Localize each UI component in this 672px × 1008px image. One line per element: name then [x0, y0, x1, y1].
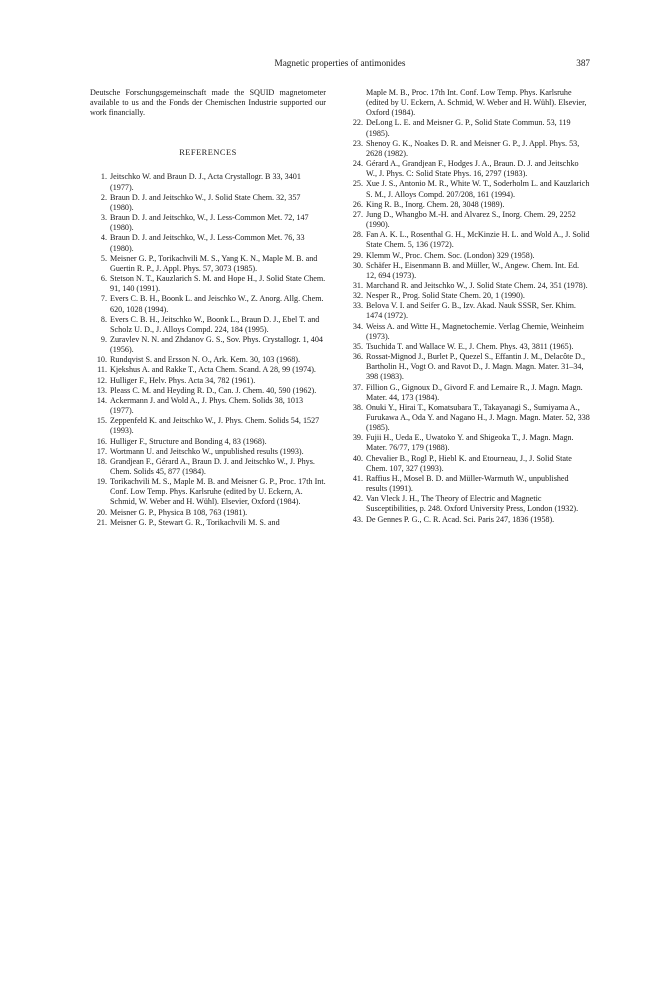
reference-number: 1.	[100, 172, 107, 182]
running-title: Magnetic properties of antimonides	[274, 58, 406, 68]
reference-item	[90, 355, 326, 365]
reference-item	[90, 213, 326, 233]
reference-number: 17.	[96, 446, 107, 456]
reference-text: Meisner G. P., Stewart G. R., Torikachvili M. S. and	[110, 517, 280, 527]
reference-number: 37.	[352, 382, 363, 392]
reference-text: Zuravlev N. N. and Zhdanov G. S., Sov. Phys. Crystallogr. 1, 404 (1956).	[110, 334, 323, 355]
reference-number: 35.	[352, 341, 363, 351]
reference-item	[90, 254, 326, 274]
reference-text: Meisner G. P., Physica B 108, 763 (1981).	[110, 507, 248, 517]
reference-item	[90, 315, 326, 335]
left-column	[90, 88, 326, 528]
reference-item	[346, 139, 590, 159]
reference-number: 2.	[100, 192, 107, 202]
reference-number: 12.	[96, 375, 107, 385]
reference-text: Rundqvist S. and Ersson N. O., Ark. Kem. 30, 103 (1968).	[110, 355, 301, 365]
reference-text: Fujii H., Ueda E., Uwatoko Y. and Shigeoka T., J. Magn. Magn. Mater. 76/77, 179 (1988).	[366, 433, 574, 453]
reference-number: 42.	[352, 494, 363, 504]
reference-item	[346, 403, 590, 433]
reference-number: 13.	[96, 385, 107, 395]
reference-number: 41.	[352, 473, 363, 483]
reference-item	[346, 261, 590, 281]
reference-text: Braun D. J. and Jeitschko, W., J. Less-Common Met. 76, 33 (1980).	[110, 233, 305, 253]
page-number: 387	[576, 58, 590, 68]
reference-item	[346, 494, 590, 514]
running-header	[90, 56, 590, 70]
reference-item	[346, 251, 590, 261]
reference-number: 4.	[100, 233, 107, 243]
reference-number: 21.	[96, 517, 107, 527]
reference-number: 11.	[97, 365, 107, 375]
reference-number: 7.	[100, 294, 107, 304]
reference-number: 32.	[352, 291, 363, 301]
reference-number: 25.	[352, 179, 363, 189]
reference-item	[346, 210, 590, 230]
reference-item	[346, 474, 590, 494]
reference-item	[90, 274, 326, 294]
reference-item	[90, 396, 326, 416]
reference-text: Stetson N. T., Kauzlarich S. M. and Hope H., J. Solid State Chem. 91, 140 (1991).	[110, 274, 326, 294]
reference-number: 23.	[352, 138, 363, 148]
reference-item	[90, 477, 326, 507]
reference-number: 18.	[96, 456, 107, 466]
reference-number: 29.	[352, 250, 363, 260]
reference-number: 8.	[100, 314, 107, 324]
reference-text: Jeitschko W. and Braun D. J., Acta Crystallogr. B 33, 3401 (1977).	[110, 172, 301, 192]
reference-item	[346, 454, 590, 474]
reference-item	[346, 179, 590, 199]
reference-list-right	[346, 118, 590, 524]
reference-number: 28.	[352, 230, 363, 240]
reference-item	[346, 352, 590, 382]
reference-item	[346, 515, 590, 525]
reference-item	[346, 118, 590, 138]
reference-number: 36.	[352, 352, 363, 362]
reference-item	[90, 335, 326, 355]
references-heading: REFERENCES	[179, 148, 237, 158]
reference-text: Klemm W., Proc. Chem. Soc. (London) 329 (1958).	[366, 250, 535, 260]
reference-item	[346, 281, 590, 291]
reference-item	[90, 294, 326, 314]
reference-text: Weiss A. and Witte H., Magnetochemie. Verlag Chemie, Weinheim (1973).	[366, 321, 584, 341]
reference-item	[90, 416, 326, 436]
reference-item	[346, 301, 590, 321]
reference-item	[346, 230, 590, 250]
reference-item	[346, 342, 590, 352]
reference-number: 33.	[352, 301, 363, 311]
right-column	[346, 88, 590, 525]
reference-number: 40.	[352, 453, 363, 463]
reference-text: Pleass C. M. and Heyding R. D., Can. J. Chem. 40, 590 (1962).	[110, 385, 317, 395]
reference-item	[90, 193, 326, 213]
reference-number: 39.	[352, 433, 363, 443]
reference-text: De Gennes P. G., C. R. Acad. Sci. Paris 247, 1836 (1958).	[366, 514, 555, 524]
reference-text: Shenoy G. K., Noakes D. R. and Meisner G. P., J. Appl. Phys. 53, 2628 (1982).	[366, 138, 580, 158]
reference-number: 30.	[352, 260, 363, 270]
reference-number: 43.	[352, 514, 363, 524]
reference-item	[90, 386, 326, 396]
reference-item	[346, 433, 590, 453]
reference-text: Raffius H., Mosel B. D. and Müller-Warmuth W., unpublished results (1991).	[366, 473, 569, 494]
reference-continuation: Maple M. B., Proc. 17th Int. Conf. Low Temp. Phys. Karlsruhe (edited by U. Eckern, A. Schmid, W. Weber and H. Wühl). Elsevier, Oxford (1984).	[366, 88, 587, 118]
reference-item	[90, 376, 326, 386]
reference-item	[90, 437, 326, 447]
reference-text: Wortmann U. and Jeitschko W., unpublished results (1993).	[110, 446, 304, 456]
reference-item	[90, 172, 326, 192]
reference-text: Marchand R. and Jeitschko W., J. Solid State Chem. 24, 351 (1978).	[366, 280, 588, 290]
reference-text: Onuki Y., Hirai T., Komatsubara T., Takayanagi S., Sumiyama A., Furukawa A., Oda Y. and Nagano H., J. Magn. Magn. Mater. 52, 338 (1985).	[366, 402, 590, 433]
reference-number: 26.	[352, 199, 363, 209]
reference-number: 24.	[352, 159, 363, 169]
reference-text: Kjekshus A. and Rakke T., Acta Chem. Scand. A 28, 99 (1974).	[110, 365, 316, 375]
reference-text: Evers C. B. H., Boonk L. and Jeischko W., Z. Anorg. Allg. Chem. 620, 1028 (1994).	[110, 294, 324, 314]
reference-number: 27.	[352, 209, 363, 219]
reference-item	[90, 447, 326, 457]
reference-text: Braun D. J. and Jeitschko, W., J. Less-Common Met. 72, 147 (1980).	[110, 213, 309, 233]
reference-text: Grandjean F., Gérard A., Braun D. J. and Jeitschko W., J. Phys. Chem. Solids 45, 877 (1984).	[110, 456, 315, 476]
reference-text: Tsuchida T. and Wallace W. E., J. Chem. Phys. 43, 3811 (1965).	[366, 341, 574, 351]
reference-text: Van Vleck J. H., The Theory of Electric and Magnetic Susceptibilities, p. 248. Oxford University Press, London (1932).	[366, 494, 579, 514]
reference-number: 9.	[100, 334, 107, 344]
reference-text: Fan A. K. L., Rosenthal G. H., McKinzie H. L. and Wold A., J. Solid State Chem. 5, 136 (1972).	[366, 230, 590, 250]
reference-item	[90, 508, 326, 518]
reference-number: 38.	[352, 402, 363, 412]
reference-number: 14.	[96, 395, 107, 405]
reference-number: 31.	[352, 280, 363, 290]
reference-text: King R. B., Inorg. Chem. 28, 3048 (1989).	[366, 199, 505, 209]
reference-text: Meisner G. P., Torikachvili M. S., Yang K. N., Maple M. B. and Guertin R. P., J. Appl. Phys. 57, 3073 (1985).	[110, 253, 318, 273]
reference-text: Jung D., Whangbo M.-H. and Alvarez S., Inorg. Chem. 29, 2252 (1990).	[366, 209, 576, 230]
reference-number: 5.	[100, 253, 107, 263]
reference-number: 3.	[100, 213, 107, 223]
reference-item	[346, 200, 590, 210]
reference-number: 20.	[96, 507, 107, 517]
reference-number: 15.	[96, 416, 107, 426]
reference-text: Braun D. J. and Jeitschko W., J. Solid State Chem. 32, 357 (1980).	[110, 192, 301, 212]
reference-item	[346, 159, 590, 179]
reference-number: 6.	[100, 274, 107, 284]
reference-item	[90, 233, 326, 253]
reference-item	[90, 365, 326, 375]
reference-text: Hulliger F., Helv. Phys. Acta 34, 782 (1961).	[110, 375, 256, 385]
reference-text: Zeppenfeld K. and Jeitschko W., J. Phys. Chem. Solids 54, 1527 (1993).	[110, 416, 320, 436]
reference-text: Evers C. B. H., Jeitschko W., Boonk L., Braun D. J., Ebel T. and Scholz U. D., J. Alloys Compd. 224, 184 (1995).	[110, 314, 320, 334]
reference-text: Fillion G., Gignoux D., Givord F. and Lemaire R., J. Magn. Magn. Mater. 44, 173 (1984).	[366, 382, 583, 402]
reference-item	[346, 291, 590, 301]
reference-item	[90, 518, 326, 528]
acknowledgment-paragraph: Deutsche Forschungsgemeinschaft made the SQUID magnetometer available to us and the Fonds der Chemischen Industrie supported our work financially.	[90, 88, 326, 118]
reference-number: 19.	[96, 477, 107, 487]
reference-text: Schäfer H., Eisenmann B. and Müller, W., Angew. Chem. Int. Ed. 12, 694 (1973).	[366, 260, 580, 280]
reference-item	[346, 383, 590, 403]
reference-text: Torikachvili M. S., Maple M. B. and Meisner G. P., Proc. 17th Int. Conf. Low Temp. Phys. Karlsruhe (edited by U. Eckern, A. Schmid, W. Weber and H. Wühl). Elsevier, Oxford (1984).	[110, 477, 326, 507]
reference-number: 10.	[96, 355, 107, 365]
reference-text: Chevalier B., Rogl P., Hiebl K. and Etourneau, J., J. Solid State Chem. 107, 327 (1993).	[366, 453, 572, 473]
reference-text: Xue J. S., Antonio M. R., White W. T., Soderholm L. and Kauzlarich S. M., J. Alloys Compd. 207/208, 161 (1994).	[366, 179, 590, 199]
reference-text: Hulliger F., Structure and Bonding 4, 83 (1968).	[110, 436, 267, 446]
reference-text: Belova V. I. and Seifer G. B., Izv. Akad. Nauk SSSR, Ser. Khim. 1474 (1972).	[366, 301, 576, 321]
reference-list-left	[90, 172, 326, 527]
reference-text: Nesper R., Prog. Solid State Chem. 20, 1 (1990).	[366, 291, 525, 301]
reference-text: DeLong L. E. and Meisner G. P., Solid State Commun. 53, 119 (1985).	[366, 118, 571, 138]
reference-number: 16.	[96, 436, 107, 446]
reference-item	[346, 322, 590, 342]
reference-text: Ackermann J. and Wold A., J. Phys. Chem. Solids 38, 1013 (1977).	[110, 395, 304, 416]
reference-item	[90, 457, 326, 477]
reference-text: Gérard A., Grandjean F., Hodges J. A., Braun. D. J. and Jeitschko W., J. Phys. C: Solid State Phys. 16, 2797 (1983).	[366, 159, 579, 179]
reference-text: Rossat-Mignod J., Burlet P., Quezel S., Effantin J. M., Delacôte D., Bartholin H., Vogt O. and Ravot D., J. Magn. Magn. Mater. 31–34, 398 (1983).	[366, 352, 585, 382]
reference-number: 22.	[352, 118, 363, 128]
reference-number: 34.	[352, 321, 363, 331]
